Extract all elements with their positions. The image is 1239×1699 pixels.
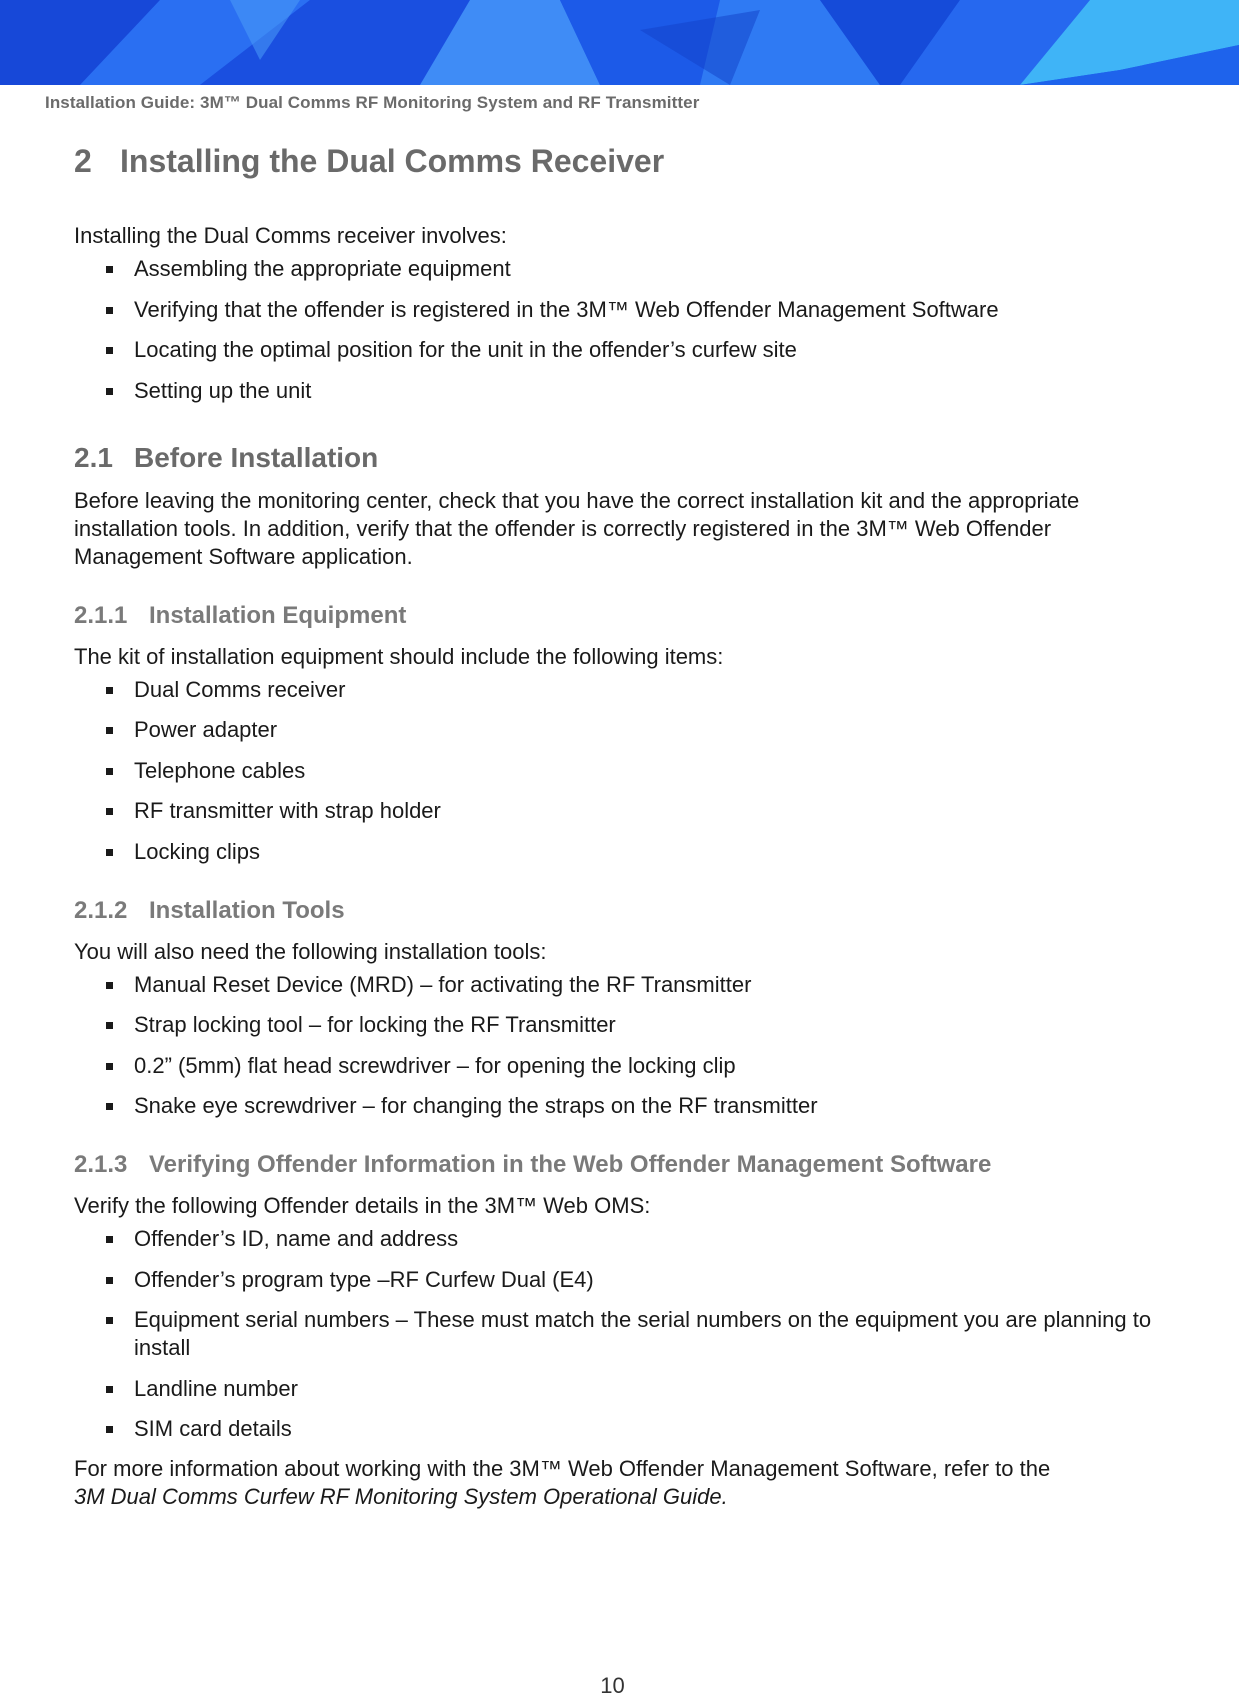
list-item: Snake eye screwdriver – for changing the straps on the RF transmitter (74, 1092, 1174, 1120)
section-number: 2 (74, 143, 92, 179)
list-item: Manual Reset Device (MRD) – for activating the RF Transmitter (74, 971, 1174, 999)
list-item: SIM card details (74, 1415, 1174, 1443)
list-item: Telephone cables (74, 757, 1174, 785)
verify-intro: Verify the following Offender details in the 3M™ Web OMS: (74, 1193, 651, 1218)
list-item: Verifying that the offender is registered in the 3M™ Web Offender Management Software (74, 296, 1174, 324)
section-intro-list (74, 255, 1174, 405)
verify-list (74, 1225, 1174, 1443)
subsection-heading-verifying-offender (74, 1150, 1174, 1180)
running-header: Installation Guide: 3M™ Dual Comms RF Monitoring System and RF Transmitter (45, 93, 700, 112)
list-item: Assembling the appropriate equipment (74, 255, 1174, 283)
subsection-heading-installation-equipment (74, 601, 1174, 631)
section-heading (74, 142, 1174, 180)
subsection-title: Before Installation (134, 441, 379, 473)
list-item: Locating the optimal position for the unit in the offender’s curfew site (74, 336, 1174, 364)
bullet-icon (106, 982, 113, 989)
page-number: 10 (600, 1673, 625, 1698)
tools-intro: You will also need the following installation tools: (74, 938, 547, 964)
list-item: Strap locking tool – for locking the RF Transmitter (74, 1011, 1174, 1039)
list-item: Offender’s ID, name and address (74, 1225, 1174, 1253)
subsection-title: Installation Tools (149, 896, 345, 924)
bullet-icon (106, 1386, 113, 1393)
bullet-icon (106, 388, 113, 395)
bullet-icon (106, 1063, 113, 1070)
banner-graphic (0, 0, 1239, 85)
bullet-icon (106, 727, 113, 734)
equipment-intro: The kit of installation equipment should include the following items: (74, 643, 724, 669)
subsection-title: Installation Equipment (149, 601, 407, 629)
bullet-icon (106, 808, 113, 815)
bullet-icon (106, 1103, 113, 1110)
header-banner (0, 0, 1239, 85)
list-item: Setting up the unit (74, 377, 1174, 405)
list-item: Dual Comms receiver (74, 676, 1174, 704)
verify-outro (74, 1455, 1174, 1511)
bullet-icon (106, 347, 113, 354)
subsection-title: Verifying Offender Information in the Web Offender Management Software (149, 1151, 992, 1178)
list-item: 0.2” (5mm) flat head screwdriver – for opening the locking clip (74, 1052, 1174, 1080)
bullet-icon (106, 1317, 113, 1324)
tools-list (74, 971, 1174, 1121)
bullet-icon (106, 1277, 113, 1284)
list-item: Locking clips (74, 838, 1174, 866)
subsection-heading-installation-tools (74, 896, 1174, 926)
bullet-icon (106, 768, 113, 775)
section-intro: Installing the Dual Comms receiver involves: (74, 223, 507, 248)
subsection-number: 2.1.2 (74, 896, 128, 924)
bullet-icon (106, 307, 113, 314)
list-item: Power adapter (74, 716, 1174, 744)
list-item: Offender’s program type –RF Curfew Dual (E4) (74, 1266, 1174, 1294)
section-title: Installing the Dual Comms Receiver (120, 143, 665, 179)
bullet-icon (106, 687, 113, 694)
subsection-number: 2.1 (74, 441, 113, 473)
subsection-number: 2.1.1 (74, 601, 128, 629)
operational-guide-reference: 3M Dual Comms Curfew RF Monitoring System Operational Guide. (74, 1483, 728, 1509)
bullet-icon (106, 1426, 113, 1433)
bullet-icon (106, 1236, 113, 1243)
document-body (74, 142, 1174, 1511)
list-item: Landline number (74, 1375, 1174, 1403)
before-installation-body: Before leaving the monitoring center, check that you have the correct installation kit and the appropriate installation tools. In addition, verify that the offender is correctly registered in the 3M™ Web Offender Management Software application. (74, 487, 1080, 569)
list-item: Equipment serial numbers – These must match the serial numbers on the equipment you are planning to install (74, 1306, 1174, 1362)
verify-outro-text: For more information about working with the 3M™ Web Offender Management Software, refer to the (74, 1455, 1051, 1481)
bullet-icon (106, 1022, 113, 1029)
subsection-number: 2.1.3 (74, 1151, 128, 1178)
bullet-icon (106, 849, 113, 856)
bullet-icon (106, 266, 113, 273)
list-item: RF transmitter with strap holder (74, 797, 1174, 825)
equipment-list (74, 676, 1174, 866)
subsection-heading-before-installation (74, 441, 1174, 475)
